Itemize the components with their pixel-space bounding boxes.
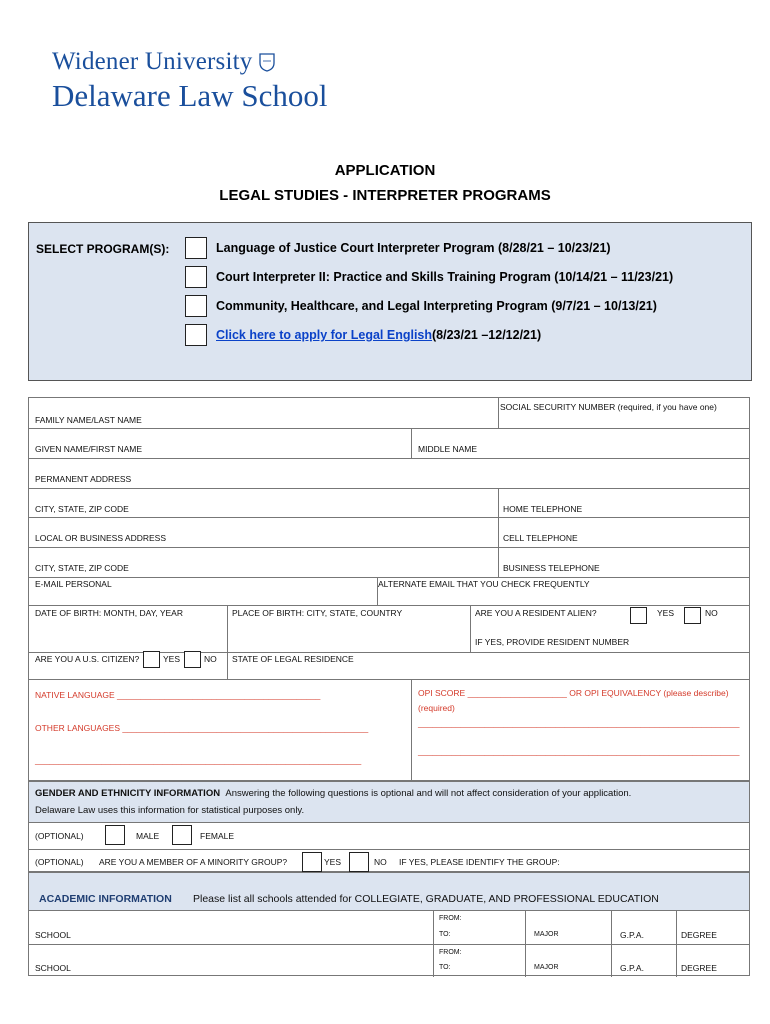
us-citizen-label: ARE YOU A U.S. CITIZEN? — [35, 654, 140, 664]
ssn-label: SOCIAL SECURITY NUMBER (required, if you have one) — [500, 402, 717, 412]
given-name-label: GIVEN NAME/FIRST NAME — [35, 444, 143, 454]
female-label: FEMALE — [200, 831, 235, 841]
home-phone-label: HOME TELEPHONE — [503, 504, 583, 514]
permanent-address-label: PERMANENT ADDRESS — [35, 474, 132, 484]
extra-language-line[interactable]: _____________________________________________________________________ — [35, 755, 362, 765]
legal-residence-label: STATE OF LEGAL RESIDENCE — [232, 654, 354, 664]
gpa-label-1: G.P.A. — [620, 930, 644, 940]
minority-yes-label: YES — [324, 857, 342, 867]
resident-yes-label: YES — [657, 608, 675, 618]
city-state-zip-label: CITY, STATE, ZIP CODE — [35, 504, 129, 514]
degree-label-2: DEGREE — [681, 963, 717, 973]
gender-heading-row — [35, 788, 631, 799]
email-label: E-MAIL PERSONAL — [35, 579, 112, 589]
resident-yes-checkbox[interactable] — [630, 607, 647, 624]
optional-label-1: (OPTIONAL) — [35, 831, 84, 841]
program-option-4[interactable] — [185, 324, 541, 346]
select-program-label: SELECT PROGRAM(S): — [36, 242, 170, 256]
family-name-label: FAMILY NAME/LAST NAME — [35, 415, 142, 425]
citizen-no-checkbox[interactable] — [184, 651, 201, 668]
opi-description-line-2[interactable]: ____________________________________________________________________ — [418, 746, 740, 756]
resident-no-label: NO — [705, 608, 718, 618]
program-2-label: Court Interpreter II: Practice and Skills Training Program (10/14/21 – 11/23/21) — [216, 270, 674, 284]
program-option-3[interactable] — [185, 295, 657, 317]
resident-number-label: IF YES, PROVIDE RESIDENT NUMBER — [475, 637, 630, 647]
minority-no-checkbox[interactable] — [349, 852, 369, 872]
minority-no-label: NO — [374, 857, 387, 867]
degree-label-1: DEGREE — [681, 930, 717, 940]
gender-heading: GENDER AND ETHNICITY INFORMATION — [35, 788, 221, 799]
legal-english-dates: (8/23/21 –12/12/21) — [432, 328, 542, 342]
program-1-checkbox[interactable] — [185, 237, 207, 259]
program-3-label: Community, Healthcare, and Legal Interpreting Program (9/7/21 – 10/13/21) — [216, 299, 657, 313]
academic-section — [28, 872, 750, 976]
minority-yes-checkbox[interactable] — [302, 852, 322, 872]
legal-english-link[interactable]: Click here to apply for Legal English — [216, 328, 433, 342]
identify-group-label: IF YES, PLEASE IDENTIFY THE GROUP: — [399, 857, 560, 867]
male-label: MALE — [136, 831, 160, 841]
alt-email-label: ALTERNATE EMAIL THAT YOU CHECK FREQUENTLY — [378, 579, 590, 589]
opi-description-line-1[interactable]: ____________________________________________________________________ — [418, 718, 740, 728]
program-4-checkbox[interactable] — [185, 324, 207, 346]
local-address-label: LOCAL OR BUSINESS ADDRESS — [35, 533, 167, 543]
business-phone-label: BUSINESS TELEPHONE — [503, 563, 600, 573]
personal-info-form — [28, 397, 750, 781]
logo-line2: Delaware Law School — [52, 78, 328, 113]
female-checkbox[interactable] — [172, 825, 192, 845]
program-2-checkbox[interactable] — [185, 266, 207, 288]
from-label-1: FROM: — [439, 915, 462, 922]
native-language-field[interactable]: NATIVE LANGUAGE ___________________________________________ — [35, 690, 321, 700]
gpa-label-2: G.P.A. — [620, 963, 644, 973]
school-logo — [52, 48, 327, 114]
middle-name-label: MIDDLE NAME — [418, 444, 478, 454]
resident-alien-label: ARE YOU A RESIDENT ALIEN? — [475, 608, 597, 618]
citizen-yes-checkbox[interactable] — [143, 651, 160, 668]
opi-required-label: (required) — [418, 703, 455, 713]
academic-heading: ACADEMIC INFORMATION — [39, 893, 172, 905]
logo-line1: Widener University — [52, 48, 253, 75]
resident-no-checkbox[interactable] — [684, 607, 701, 624]
minority-question: ARE YOU A MEMBER OF A MINORITY GROUP? — [99, 857, 288, 867]
cell-phone-label: CELL TELEPHONE — [503, 533, 578, 543]
shield-icon — [259, 53, 275, 72]
to-label-1: TO: — [439, 931, 451, 938]
page-subtitle: LEGAL STUDIES - INTERPRETER PROGRAMS — [219, 187, 551, 204]
other-languages-field[interactable]: OTHER LANGUAGES ____________________________________________________ — [35, 723, 369, 733]
program-selection-box — [28, 222, 752, 381]
opi-score-field[interactable]: OPI SCORE _____________________ OR OPI EQUIVALENCY (please describe) — [418, 688, 729, 698]
to-label-2: TO: — [439, 964, 451, 971]
citizen-no-label: NO — [204, 654, 217, 664]
city-state-zip-2-label: CITY, STATE, ZIP CODE — [35, 563, 129, 573]
school-label-2: SCHOOL — [35, 963, 71, 973]
program-option-1[interactable] — [185, 237, 611, 259]
major-label-2: MAJOR — [534, 964, 559, 971]
pob-label: PLACE OF BIRTH: CITY, STATE, COUNTRY — [232, 608, 403, 618]
program-3-checkbox[interactable] — [185, 295, 207, 317]
gender-section — [28, 781, 750, 872]
male-checkbox[interactable] — [105, 825, 125, 845]
academic-note: Please list all schools attended for COLLEGIATE, GRADUATE, AND PROFESSIONAL EDUCATION — [193, 893, 659, 905]
program-1-label: Language of Justice Court Interpreter Program (8/28/21 – 10/23/21) — [216, 241, 611, 255]
optional-label-2: (OPTIONAL) — [35, 857, 84, 867]
program-option-2[interactable] — [185, 266, 673, 288]
from-label-2: FROM: — [439, 949, 462, 956]
dob-label: DATE OF BIRTH: MONTH, DAY, YEAR — [35, 608, 183, 618]
school-label-1: SCHOOL — [35, 930, 71, 940]
major-label-1: MAJOR — [534, 931, 559, 938]
gender-note: Answering the following questions is optional and will not affect consideration of your application. — [225, 788, 632, 799]
gender-note-2: Delaware Law uses this information for statistical purposes only. — [35, 805, 305, 816]
citizen-yes-label: YES — [163, 654, 181, 664]
page-title: APPLICATION — [334, 162, 436, 179]
